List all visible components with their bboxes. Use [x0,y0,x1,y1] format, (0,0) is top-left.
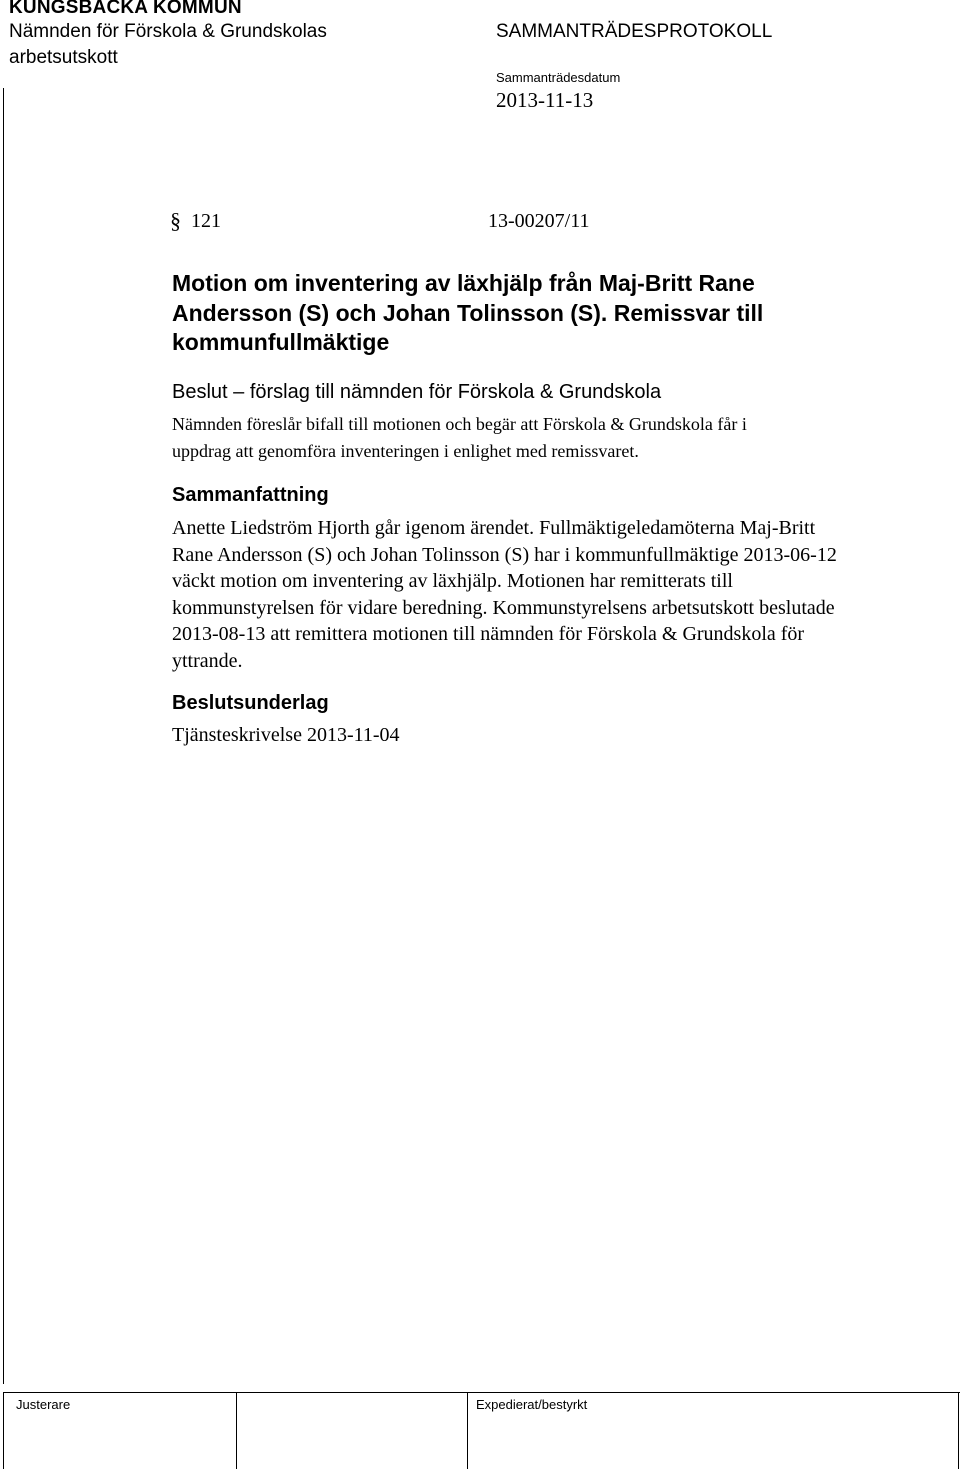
paragraph-symbol: § [170,208,181,233]
summary-text-line: väckt motion om inventering av läxhjälp. Motionen har remitterats till [172,570,733,592]
footer-expedierat-label: Expedierat/bestyrkt [476,1397,588,1412]
footer-rule [3,1392,960,1393]
decision-text-line: uppdrag att genomföra inventeringen i enlighet med remissvaret. [172,440,639,461]
decision-heading: Beslut – förslag till nämnden för Förskola & Grundskola [172,381,662,403]
footer-divider [958,1392,959,1469]
item-title-line: kommunfullmäktige [172,329,390,355]
meeting-date: 2013-11-13 [496,88,594,112]
item-title-line: Andersson (S) och Johan Tolinsson (S). Remissvar till [172,299,764,326]
summary-text-line: Rane Andersson (S) och Johan Tolinsson (S) har i kommunfullmäktige 2013-06-12 [172,543,837,566]
footer-divider [3,1392,4,1469]
decision-text-line: Nämnden föreslår bifall till motionen och begär att Förskola & Grundskola får i [172,414,747,434]
summary-text-line: Anette Liedström Hjorth går igenom ärendet. Fullmäktigeledamöterna Maj-Britt [172,517,816,539]
footer-justerare-label: Justerare [16,1397,71,1412]
document-type: SAMMANTRÄDESPROTOKOLL [496,21,773,42]
summary-heading: Sammanfattning [172,484,329,506]
summary-text-line: kommunstyrelsen för vidare beredning. Kommunstyrelsens arbetsutskott beslutade [172,596,835,619]
summary-text [172,515,952,674]
basis-heading: Beslutsunderlag [172,692,329,714]
paragraph-number: 121 [191,210,221,232]
left-margin-rule [3,88,4,1384]
summary-text-line: yttrande. [172,649,243,672]
decision-text [172,411,932,464]
footer-divider [467,1392,468,1469]
item-title [172,269,912,358]
footer-divider [236,1392,237,1469]
basis-document: Tjänsteskrivelse 2013-11-04 [172,724,400,746]
item-title-line: Motion om inventering av läxhjälp från Maj-Britt Rane [172,270,755,296]
committee-name-continued: arbetsutskott [9,47,118,68]
summary-text-line: 2013-08-13 att remittera motionen till nämnden för Förskola & Grundskola för [172,623,805,645]
case-number: 13-00207/11 [488,210,590,232]
organization-name: KUNGSBACKA KOMMUN [9,0,242,18]
committee-name: Nämnden för Förskola & Grundskolas [9,21,327,42]
meeting-date-label: Sammanträdesdatum [496,70,621,85]
